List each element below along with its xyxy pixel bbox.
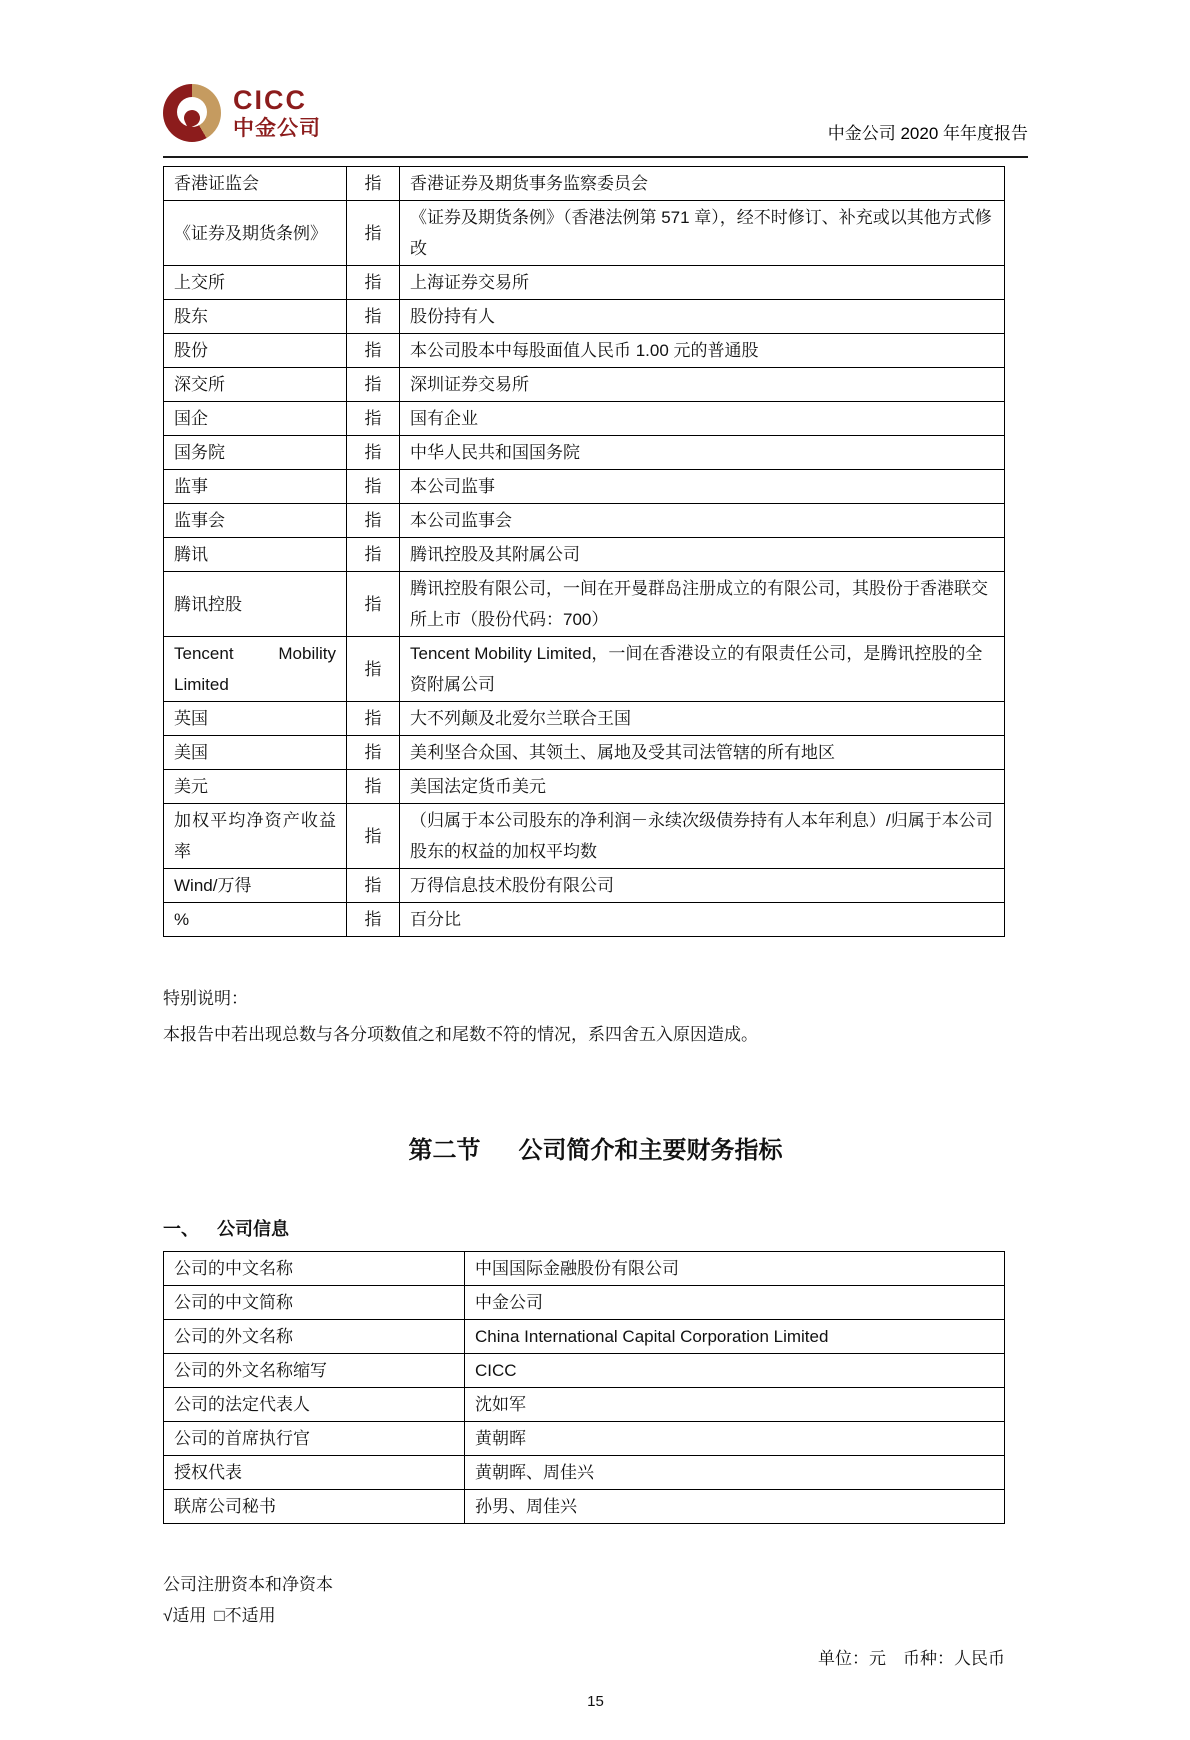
term-cell: 深交所	[164, 368, 347, 402]
company-info-table	[163, 1251, 1005, 1524]
info-value-cell: 中金公司	[465, 1286, 1005, 1320]
connector-cell: 指	[347, 334, 400, 368]
definition-row	[164, 368, 1005, 402]
subsection-number: 一、	[163, 1219, 199, 1240]
definition-cell: 本公司股本中每股面值人民币 1.00 元的普通股	[400, 334, 1005, 368]
info-label-cell: 公司的中文名称	[164, 1252, 465, 1286]
company-info-row	[164, 1422, 1005, 1456]
capital-section	[163, 1570, 1028, 1631]
header-rule	[163, 156, 1028, 158]
definition-row	[164, 201, 1005, 266]
definition-cell: 本公司监事会	[400, 504, 1005, 538]
term-cell: 国企	[164, 402, 347, 436]
definition-cell: 腾讯控股及其附属公司	[400, 538, 1005, 572]
not-applicable-label: □不适用	[214, 1605, 276, 1625]
definition-cell: 《证券及期货条例》（香港法例第 571 章），经不时修订、补充或以其他方式修改	[400, 201, 1005, 266]
definition-cell: （归属于本公司股东的净利润－永续次级债券持有人本年利息）/归属于本公司股东的权益的加权平均数	[400, 804, 1005, 869]
section-title	[163, 1130, 1028, 1165]
info-value-cell: 孙男、周佳兴	[465, 1490, 1005, 1524]
term-cell: 腾讯	[164, 538, 347, 572]
company-info-row	[164, 1320, 1005, 1354]
info-value-cell: 黄朝晖、周佳兴	[465, 1456, 1005, 1490]
connector-cell: 指	[347, 470, 400, 504]
definition-row	[164, 572, 1005, 637]
connector-cell: 指	[347, 368, 400, 402]
term-cell: Tencent Mobility Limited	[164, 637, 347, 702]
definition-cell: 香港证券及期货事务监察委员会	[400, 167, 1005, 201]
connector-cell: 指	[347, 504, 400, 538]
info-value-cell: 中国国际金融股份有限公司	[465, 1252, 1005, 1286]
connector-cell: 指	[347, 572, 400, 637]
connector-cell: 指	[347, 770, 400, 804]
cicc-logo-text	[233, 87, 321, 139]
definition-row	[164, 869, 1005, 903]
unit-currency-note: 单位：元 币种：人民币	[818, 1648, 1005, 1668]
company-info-row	[164, 1456, 1005, 1490]
connector-cell: 指	[347, 201, 400, 266]
connector-cell: 指	[347, 436, 400, 470]
definition-cell: 大不列颠及北爱尔兰联合王国	[400, 702, 1005, 736]
term-cell: 监事	[164, 470, 347, 504]
special-note-title: 特别说明：	[163, 989, 248, 1008]
company-info-row	[164, 1490, 1005, 1524]
connector-cell: 指	[347, 702, 400, 736]
definition-cell: 百分比	[400, 903, 1005, 937]
connector-cell: 指	[347, 538, 400, 572]
term-cell: 监事会	[164, 504, 347, 538]
definition-cell: 股份持有人	[400, 300, 1005, 334]
info-value-cell: CICC	[465, 1354, 1005, 1388]
applicable-checked-label: √适用	[163, 1605, 207, 1625]
definition-row	[164, 903, 1005, 937]
report-title: 中金公司 2020 年年度报告	[827, 124, 1028, 143]
subsection-text: 公司信息	[217, 1219, 289, 1240]
term-cell: 美国	[164, 736, 347, 770]
definition-row	[164, 504, 1005, 538]
definition-row	[164, 538, 1005, 572]
definition-row	[164, 300, 1005, 334]
section-number: 第二节	[408, 1137, 481, 1165]
connector-cell: 指	[347, 266, 400, 300]
term-cell: 《证券及期货条例》	[164, 201, 347, 266]
company-info-row	[164, 1286, 1005, 1320]
definition-row	[164, 167, 1005, 201]
connector-cell: 指	[347, 736, 400, 770]
definition-row	[164, 702, 1005, 736]
definition-row	[164, 470, 1005, 504]
definition-cell: 万得信息技术股份有限公司	[400, 869, 1005, 903]
connector-cell: 指	[347, 167, 400, 201]
definitions-table	[163, 166, 1005, 937]
term-cell: 国务院	[164, 436, 347, 470]
definition-row	[164, 266, 1005, 300]
term-cell: 加权平均净资产收益率	[164, 804, 347, 869]
term-cell: 香港证监会	[164, 167, 347, 201]
definition-cell: Tencent Mobility Limited，一间在香港设立的有限责任公司，是腾讯控股的全资附属公司	[400, 637, 1005, 702]
connector-cell: 指	[347, 300, 400, 334]
definition-cell: 美利坚合众国、其领土、属地及受其司法管辖的所有地区	[400, 736, 1005, 770]
term-cell: 腾讯控股	[164, 572, 347, 637]
special-note-body: 本报告中若出现总数与各分项数值之和尾数不符的情况，系四舍五入原因造成。	[163, 1024, 758, 1044]
page-header	[163, 84, 1028, 146]
definition-row	[164, 436, 1005, 470]
definition-cell: 腾讯控股有限公司，一间在开曼群岛注册成立的有限公司，其股份于香港联交所上市（股份代码：700）	[400, 572, 1005, 637]
company-info-row	[164, 1354, 1005, 1388]
connector-cell: 指	[347, 402, 400, 436]
cicc-logo	[163, 84, 321, 142]
definition-cell: 中华人民共和国国务院	[400, 436, 1005, 470]
definition-row	[164, 637, 1005, 702]
term-cell: %	[164, 903, 347, 937]
definition-row	[164, 334, 1005, 368]
logo-text-zh: 中金公司	[233, 117, 321, 140]
applicability-line	[163, 1601, 1028, 1632]
definition-cell: 深圳证券交易所	[400, 368, 1005, 402]
capital-title: 公司注册资本和净资本	[163, 1575, 333, 1595]
term-cell: 上交所	[164, 266, 347, 300]
info-label-cell: 公司的法定代表人	[164, 1388, 465, 1422]
connector-cell: 指	[347, 804, 400, 869]
definition-row	[164, 402, 1005, 436]
info-label-cell: 公司的外文名称	[164, 1320, 465, 1354]
definition-cell: 本公司监事	[400, 470, 1005, 504]
logo-text-en: CICC	[233, 85, 307, 115]
definition-cell: 美国法定货币美元	[400, 770, 1005, 804]
info-label-cell: 授权代表	[164, 1456, 465, 1490]
term-cell: 英国	[164, 702, 347, 736]
definition-row	[164, 736, 1005, 770]
term-cell: 美元	[164, 770, 347, 804]
definition-row	[164, 804, 1005, 869]
special-note	[163, 981, 1028, 1052]
section-name: 公司简介和主要财务指标	[518, 1137, 783, 1165]
connector-cell: 指	[347, 903, 400, 937]
info-value-cell: 黄朝晖	[465, 1422, 1005, 1456]
company-info-row	[164, 1252, 1005, 1286]
term-cell: Wind/万得	[164, 869, 347, 903]
info-value-cell: China International Capital Corporation Limited	[465, 1320, 1005, 1354]
connector-cell: 指	[347, 637, 400, 702]
connector-cell: 指	[347, 869, 400, 903]
cicc-logo-icon	[163, 84, 221, 142]
term-cell: 股份	[164, 334, 347, 368]
info-label-cell: 公司的外文名称缩写	[164, 1354, 465, 1388]
definition-cell: 上海证券交易所	[400, 266, 1005, 300]
page-number: 15	[587, 1692, 604, 1710]
definition-row	[164, 770, 1005, 804]
term-cell: 股东	[164, 300, 347, 334]
definition-cell: 国有企业	[400, 402, 1005, 436]
info-label-cell: 公司的中文简称	[164, 1286, 465, 1320]
info-label-cell: 公司的首席执行官	[164, 1422, 465, 1456]
subsection-heading	[163, 1215, 1028, 1241]
info-label-cell: 联席公司秘书	[164, 1490, 465, 1524]
company-info-row	[164, 1388, 1005, 1422]
info-value-cell: 沈如军	[465, 1388, 1005, 1422]
